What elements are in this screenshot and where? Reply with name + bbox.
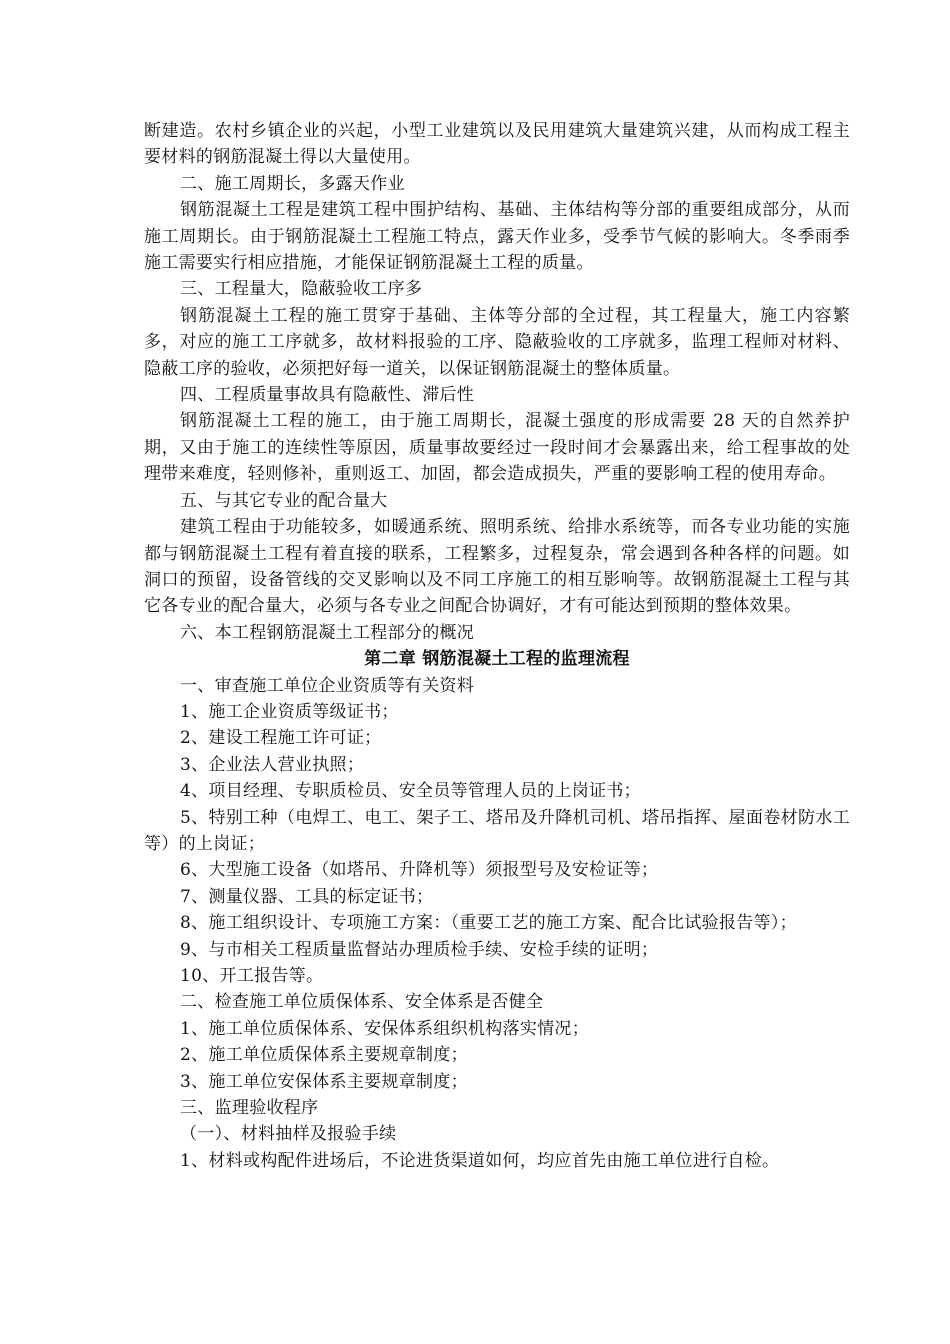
- paragraph: 钢筋混凝土工程的施工贯穿于基础、主体等分部的全过程，其工程量大，施工内容繁多，对应的施工工序就多，故材料报验的工序、隐蔽验收的工序就多，监理工程师对材料、隐蔽工序的验收，必须把好每一道关，以保证钢筋混凝土的整体质量。: [144, 305, 850, 379]
- section-heading: 一、审查施工单位企业资质等有关资料: [180, 675, 475, 696]
- list-item: 3、施工单位安保体系主要规章制度；: [180, 1071, 468, 1092]
- section-heading: 五、与其它专业的配合量大: [180, 490, 388, 511]
- list-item: 7、测量仪器、工具的标定证书；: [180, 886, 434, 907]
- list-item: 2、建设工程施工许可证；: [180, 728, 382, 749]
- paragraph: 钢筋混凝土工程的施工，由于施工周期长，混凝土强度的形成需要 28 天的自然养护期，又由于施工的连续性等原因，质量事故要经过一段时间才会暴露出来，给工程事故的处理带来难度，轻则修补，重则返工、加固，都会造成损失，严重的要影响工程的使用寿命。: [144, 411, 850, 485]
- section-heading: 三、监理验收程序: [180, 1098, 319, 1119]
- list-item: 8、施工组织设计、专项施工方案：（重要工艺的施工方案、配合比试验报告等）；: [180, 913, 797, 934]
- document-page: [144, 118, 850, 1174]
- section-heading: 三、工程量大，隐蔽验收工序多: [180, 279, 423, 300]
- list-item: 4、项目经理、专职质检员、安全员等管理人员的上岗证书；: [180, 781, 641, 802]
- list-item: 5、特别工种（电焊工、电工、架子工、塔吊及升降机司机、塔吊指挥、屋面卷材防水工等）的上岗证；: [144, 807, 850, 854]
- list-item: 6、大型施工设备（如塔吊、升降机等）须报型号及安检证等；: [180, 860, 659, 881]
- list-item: 1、施工企业资质等级证书；: [180, 701, 399, 722]
- list-item: 9、与市相关工程质量监督站办理质检手续、安检手续的证明；: [180, 939, 659, 960]
- section-heading: 四、工程质量事故具有隐蔽性、滞后性: [180, 385, 475, 406]
- list-item: 3、企业法人营业执照；: [180, 754, 365, 775]
- list-item: 10、开工报告等。: [180, 966, 324, 986]
- list-item: 1、材料或构配件进场后，不论进货渠道如何，均应首先由施工单位进行自检。: [180, 1150, 780, 1171]
- paragraph-continuation: 断建造。农村乡镇企业的兴起，小型工业建筑以及民用建筑大量建筑兴建，从而构成工程主要材料的钢筋混凝土得以大量使用。: [144, 121, 850, 168]
- paragraph: 钢筋混凝土工程是建筑工程中围护结构、基础、主体结构等分部的重要组成部分，从而施工周期长。由于钢筋混凝土工程施工特点，露天作业多，受季节气候的影响大。冬季雨季施工需要实行相应措施，才能保证钢筋混凝土工程的质量。: [144, 200, 850, 274]
- subsection-heading: （一）、材料抽样及报验手续: [180, 1124, 397, 1145]
- chapter-title: 第二章 钢筋混凝土工程的监理流程: [364, 649, 630, 670]
- section-heading: 二、检查施工单位质保体系、安全体系是否健全: [180, 992, 544, 1013]
- section-heading: 二、施工周期长，多露天作业: [180, 173, 405, 194]
- list-item: 2、施工单位质保体系主要规章制度；: [180, 1045, 468, 1066]
- section-heading: 六、本工程钢筋混凝土工程部分的概况: [180, 622, 475, 643]
- paragraph: 建筑工程由于功能较多，如暖通系统、照明系统、给排水系统等，而各专业功能的实施都与钢筋混凝土工程有着直接的联系，工程繁多，过程复杂，常会遇到各种各样的问题。如洞口的预留，设备管线的交叉影响以及不同工序施工的相互影响等。故钢筋混凝土工程与其它各专业的配合量大，必须与各专业之间配合协调好，才有可能达到预期的整体效果。: [144, 517, 850, 617]
- list-item: 1、施工单位质保体系、安保体系组织机构落实情况；: [180, 1018, 590, 1039]
